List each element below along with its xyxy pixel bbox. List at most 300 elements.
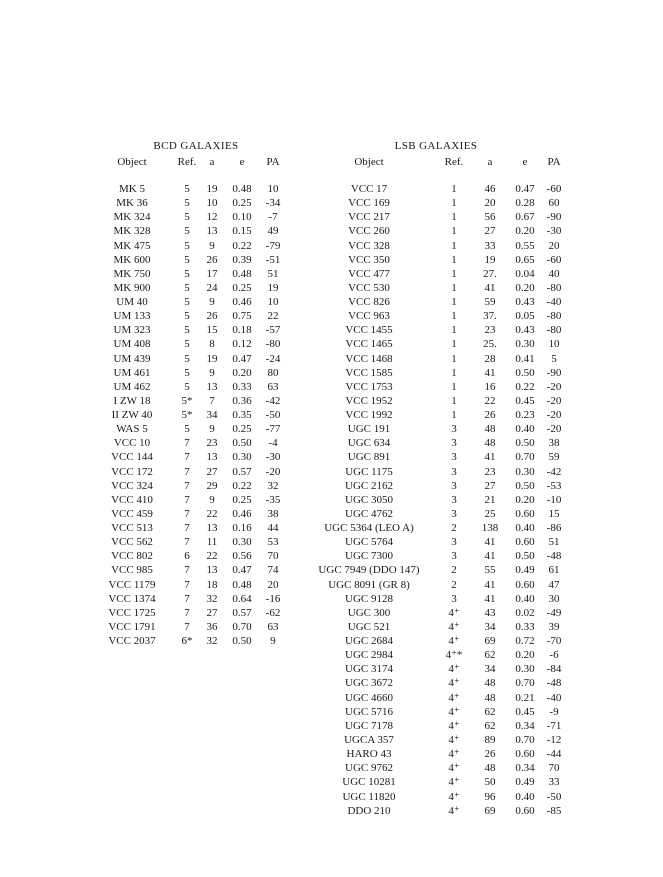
cell-e: 0.34: [515, 719, 535, 732]
table-row: [0, 338, 663, 352]
cell-e: 0.60: [515, 507, 535, 520]
cell-object: UGC 4762: [345, 507, 393, 520]
cell-pa: 49: [267, 225, 279, 238]
cell-ref: 5: [184, 324, 190, 337]
cell-pa: 22: [267, 310, 279, 323]
cell-a: 13: [206, 451, 218, 464]
cell-a: 41: [484, 578, 496, 591]
cell-a: 13: [206, 380, 218, 393]
cell-pa: 5: [551, 352, 557, 365]
cell-e: 0.16: [232, 522, 252, 535]
cell-e: 0.50: [232, 635, 252, 648]
cell-e: 0.25: [232, 423, 252, 436]
cell-pa: 38: [267, 507, 279, 520]
cell-ref: 5: [184, 183, 190, 195]
cell-object: UM 133: [113, 310, 151, 323]
cell-e: 0.50: [515, 366, 535, 379]
cell-a: 41: [484, 281, 496, 294]
table-row: [0, 677, 663, 691]
cell-a: 26: [206, 253, 218, 266]
cell-object: VCC 1952: [345, 394, 393, 407]
cell-pa: 33: [548, 776, 560, 789]
cell-object: UGC 5716: [345, 705, 393, 718]
table-row: [0, 480, 663, 494]
cell-ref: 1: [451, 183, 457, 195]
cell-e: 0.45: [515, 705, 535, 718]
cell-ref: 1: [451, 239, 457, 252]
cell-pa: -51: [265, 253, 281, 266]
column-header-object: Object: [354, 156, 384, 168]
cell-ref: 1: [451, 409, 457, 422]
cell-a: 55: [484, 564, 496, 577]
cell-object: UGC 5364 (LEO A): [324, 522, 414, 535]
table-row: [0, 805, 663, 819]
cell-pa: -57: [265, 324, 281, 337]
cell-ref: 7: [184, 493, 190, 506]
cell-pa: -20: [546, 409, 562, 422]
table-row: [0, 211, 663, 225]
cell-object: VCC 324: [111, 479, 153, 492]
cell-ref: 3: [451, 592, 457, 605]
cell-a: 69: [484, 804, 496, 817]
cell-object: VCC 350: [348, 253, 390, 266]
cell-object: VCC 2037: [108, 635, 156, 648]
cell-ref: 1: [451, 197, 457, 210]
cell-ref: 5: [184, 197, 190, 210]
cell-object: VCC 1179: [108, 578, 156, 591]
cell-ref: 1: [451, 366, 457, 379]
cell-a: 48: [484, 762, 496, 775]
table-row: [0, 692, 663, 706]
cell-ref: 3: [451, 451, 457, 464]
cell-e: 0.60: [515, 748, 535, 761]
cell-pa: 74: [267, 564, 279, 577]
cell-ref: 7: [184, 536, 190, 549]
cell-a: 138: [481, 522, 499, 535]
cell-pa: -70: [546, 635, 562, 648]
cell-pa: -85: [546, 804, 562, 817]
cell-e: 0.70: [515, 451, 535, 464]
cell-pa: -42: [546, 465, 562, 478]
column-header-e: e: [239, 156, 245, 168]
cell-pa: 30: [548, 592, 560, 605]
cell-e: 0.50: [515, 437, 535, 450]
cell-ref: 3: [451, 465, 457, 478]
lsb-table-title: LSB GALAXIES: [394, 140, 478, 152]
cell-object: MK 328: [113, 225, 151, 238]
cell-pa: -50: [265, 409, 281, 422]
cell-e: 0.47: [232, 564, 252, 577]
cell-e: 0.48: [232, 183, 252, 195]
cell-ref: 1: [451, 338, 457, 351]
cell-object: VCC 1468: [345, 352, 393, 365]
cell-a: 32: [206, 635, 218, 648]
cell-pa: -30: [546, 225, 562, 238]
cell-a: 19: [484, 253, 496, 266]
cell-e: 0.75: [232, 310, 252, 323]
cell-object: UGC 521: [347, 620, 391, 633]
table-row: [0, 183, 663, 197]
cell-object: II ZW 40: [111, 409, 153, 422]
table-row: [0, 409, 663, 423]
cell-ref: 5*: [181, 409, 193, 422]
cell-e: 0.36: [232, 394, 252, 407]
cell-e: 0.35: [232, 409, 252, 422]
column-header-pa: PA: [266, 156, 280, 168]
cell-object: UGC 3050: [345, 493, 393, 506]
cell-ref: 5: [184, 380, 190, 393]
cell-a: 89: [484, 733, 496, 746]
table-row: [0, 197, 663, 211]
cell-a: 7: [209, 394, 215, 407]
cell-object: VCC 1455: [345, 324, 393, 337]
cell-e: 0.40: [515, 592, 535, 605]
cell-object: VCC 328: [348, 239, 390, 252]
cell-a: 41: [484, 550, 496, 563]
table-row: [0, 564, 663, 578]
cell-ref: 1: [451, 352, 457, 365]
cell-ref: 7: [184, 606, 190, 619]
cell-ref: 5: [184, 338, 190, 351]
column-header-ref: Ref.: [177, 156, 197, 168]
cell-object: UGC 5764: [345, 536, 393, 549]
cell-ref: 4⁺: [448, 606, 460, 619]
table-row: [0, 423, 663, 437]
cell-object: UM 462: [113, 380, 151, 393]
table-row: [0, 720, 663, 734]
cell-pa: -10: [546, 493, 562, 506]
table-row: [0, 395, 663, 409]
table-row: [0, 268, 663, 282]
cell-a: 62: [484, 705, 496, 718]
cell-object: VCC 10: [113, 437, 151, 450]
cell-a: 41: [484, 592, 496, 605]
cell-e: 0.56: [232, 550, 252, 563]
cell-pa: 70: [267, 550, 279, 563]
cell-pa: 63: [267, 380, 279, 393]
column-header-a: a: [209, 156, 215, 168]
cell-a: 28: [484, 352, 496, 365]
cell-ref: 5: [184, 225, 190, 238]
cell-pa: -80: [546, 310, 562, 323]
cell-a: 23: [484, 324, 496, 337]
cell-ref: 5: [184, 366, 190, 379]
cell-a: 48: [484, 677, 496, 690]
cell-ref: 7: [184, 451, 190, 464]
cell-pa: 20: [548, 239, 560, 252]
cell-object: UGCA 357: [344, 733, 394, 746]
cell-e: 0.65: [515, 253, 535, 266]
cell-object: UGC 10281: [342, 776, 396, 789]
cell-e: 0.47: [232, 352, 252, 365]
cell-pa: -60: [546, 253, 562, 266]
cell-pa: -40: [546, 691, 562, 704]
cell-pa: -53: [546, 479, 562, 492]
cell-object: VCC 1753: [345, 380, 393, 393]
cell-object: VCC 963: [348, 310, 390, 323]
cell-a: 41: [484, 451, 496, 464]
cell-e: 0.49: [515, 564, 535, 577]
table-row: [0, 776, 663, 790]
cell-pa: -90: [546, 211, 562, 224]
cell-pa: 61: [548, 564, 560, 577]
cell-e: 0.05: [515, 310, 535, 323]
cell-e: 0.49: [515, 776, 535, 789]
cell-e: 0.46: [232, 507, 252, 520]
cell-pa: 10: [548, 338, 560, 351]
cell-ref: 5*: [181, 394, 193, 407]
cell-pa: 80: [267, 366, 279, 379]
cell-object: UM 461: [113, 366, 151, 379]
cell-a: 9: [209, 423, 215, 436]
table-row: [0, 254, 663, 268]
table-row: [0, 225, 663, 239]
table-row: [0, 451, 663, 465]
cell-ref: 4⁺: [448, 804, 460, 817]
cell-object: UGC 11820: [342, 790, 396, 803]
cell-pa: -79: [265, 239, 281, 252]
cell-e: 0.20: [515, 281, 535, 294]
cell-e: 0.33: [232, 380, 252, 393]
cell-e: 0.60: [515, 536, 535, 549]
cell-pa: 51: [548, 536, 560, 549]
cell-object: VCC 530: [348, 281, 390, 294]
cell-ref: 3: [451, 493, 457, 506]
cell-ref: 4⁺: [448, 620, 460, 633]
cell-object: UGC 7949 (DDO 147): [318, 564, 420, 577]
cell-ref: 5: [184, 267, 190, 280]
cell-a: 48: [484, 691, 496, 704]
cell-pa: 63: [267, 620, 279, 633]
cell-ref: 7: [184, 479, 190, 492]
cell-ref: 5: [184, 211, 190, 224]
cell-ref: 5: [184, 310, 190, 323]
cell-ref: 7: [184, 564, 190, 577]
cell-object: VCC 1791: [108, 620, 156, 633]
cell-pa: -34: [265, 197, 281, 210]
cell-ref: 3: [451, 550, 457, 563]
table-row: [0, 353, 663, 367]
cell-pa: -71: [546, 719, 562, 732]
cell-a: 27: [484, 225, 496, 238]
cell-pa: -20: [265, 465, 281, 478]
cell-ref: 4⁺: [448, 719, 460, 732]
cell-e: 0.46: [232, 296, 252, 309]
cell-object: HARO 43: [346, 748, 392, 761]
cell-pa: -77: [265, 423, 281, 436]
cell-pa: 39: [548, 620, 560, 633]
cell-a: 27: [484, 479, 496, 492]
cell-a: 36: [206, 620, 218, 633]
cell-object: UGC 4660: [345, 691, 393, 704]
cell-a: 41: [484, 536, 496, 549]
cell-ref: 4⁺*: [445, 649, 463, 662]
cell-a: 13: [206, 564, 218, 577]
cell-ref: 4⁺: [448, 776, 460, 789]
cell-e: 0.47: [515, 183, 535, 195]
cell-a: 25.: [483, 338, 497, 351]
cell-a: 69: [484, 635, 496, 648]
cell-a: 37.: [483, 310, 497, 323]
cell-e: 0.64: [232, 592, 252, 605]
table-row: [0, 282, 663, 296]
cell-a: 20: [484, 197, 496, 210]
cell-object: VCC 826: [348, 296, 390, 309]
table-row: [0, 381, 663, 395]
cell-a: 17: [206, 267, 218, 280]
cell-pa: -42: [265, 394, 281, 407]
cell-ref: 7: [184, 620, 190, 633]
cell-ref: 7: [184, 465, 190, 478]
cell-e: 0.12: [232, 338, 252, 351]
cell-e: 0.23: [515, 409, 535, 422]
cell-a: 10: [206, 197, 218, 210]
bcd-table-title: BCD GALAXIES: [153, 140, 239, 152]
cell-a: 46: [484, 183, 496, 195]
cell-ref: 7: [184, 578, 190, 591]
table-row: [0, 762, 663, 776]
cell-object: VCC 1725: [108, 606, 156, 619]
cell-e: 0.45: [515, 394, 535, 407]
cell-ref: 1: [451, 211, 457, 224]
cell-object: VCC 477: [348, 267, 390, 280]
cell-ref: 1: [451, 394, 457, 407]
cell-e: 0.50: [515, 479, 535, 492]
cell-ref: 2: [451, 522, 457, 535]
cell-pa: -80: [546, 324, 562, 337]
table-row: [0, 522, 663, 536]
cell-a: 96: [484, 790, 496, 803]
cell-pa: -90: [546, 366, 562, 379]
cell-a: 13: [206, 522, 218, 535]
cell-a: 62: [484, 649, 496, 662]
cell-ref: 4⁺: [448, 705, 460, 718]
cell-ref: 4⁺: [448, 790, 460, 803]
cell-e: 0.40: [515, 522, 535, 535]
cell-pa: -16: [265, 592, 281, 605]
cell-a: 33: [484, 239, 496, 252]
cell-a: 18: [206, 578, 218, 591]
cell-pa: -50: [546, 790, 562, 803]
cell-ref: 7: [184, 437, 190, 450]
cell-pa: -80: [265, 338, 281, 351]
table-row: [0, 508, 663, 522]
cell-pa: 44: [267, 522, 279, 535]
cell-e: 0.22: [515, 380, 535, 393]
cell-e: 0.30: [232, 536, 252, 549]
cell-e: 0.48: [232, 578, 252, 591]
cell-a: 25: [484, 507, 496, 520]
cell-ref: 5: [184, 423, 190, 436]
cell-object: VCC 459: [111, 507, 153, 520]
cell-a: 19: [206, 183, 218, 195]
cell-object: VCC 802: [111, 550, 153, 563]
cell-pa: 59: [548, 451, 560, 464]
table-row: [0, 240, 663, 254]
cell-pa: -20: [546, 380, 562, 393]
cell-a: 34: [484, 663, 496, 676]
column-header-a: a: [487, 156, 493, 168]
cell-pa: 20: [267, 578, 279, 591]
cell-pa: 19: [267, 281, 279, 294]
cell-object: VCC 260: [348, 225, 390, 238]
cell-object: UGC 3672: [345, 677, 393, 690]
cell-ref: 1: [451, 225, 457, 238]
column-header-ref: Ref.: [444, 156, 464, 168]
table-row: [0, 579, 663, 593]
table-row: [0, 367, 663, 381]
cell-pa: -49: [546, 606, 562, 619]
cell-pa: 53: [267, 536, 279, 549]
cell-ref: 3: [451, 507, 457, 520]
cell-a: 59: [484, 296, 496, 309]
table-row: [0, 791, 663, 805]
cell-object: MK 324: [113, 211, 151, 224]
cell-e: 0.60: [515, 804, 535, 817]
cell-ref: 1: [451, 324, 457, 337]
cell-e: 0.30: [515, 465, 535, 478]
column-header-e: e: [522, 156, 528, 168]
cell-object: VCC 169: [348, 197, 390, 210]
cell-a: 23: [206, 437, 218, 450]
cell-a: 34: [484, 620, 496, 633]
cell-e: 0.30: [515, 338, 535, 351]
cell-a: 50: [484, 776, 496, 789]
cell-e: 0.39: [232, 253, 252, 266]
cell-ref: 5: [184, 239, 190, 252]
cell-e: 0.21: [515, 691, 535, 704]
cell-object: VCC 17: [350, 183, 388, 195]
cell-object: UGC 7300: [345, 550, 393, 563]
cell-a: 27: [206, 606, 218, 619]
cell-object: VCC 144: [111, 451, 153, 464]
cell-e: 0.22: [232, 239, 252, 252]
cell-e: 0.28: [515, 197, 535, 210]
cell-a: 22: [484, 394, 496, 407]
cell-e: 0.33: [515, 620, 535, 633]
cell-object: VCC 217: [348, 211, 390, 224]
cell-e: 0.20: [515, 225, 535, 238]
cell-e: 0.55: [515, 239, 535, 252]
table-row: [0, 607, 663, 621]
cell-ref: 4⁺: [448, 677, 460, 690]
cell-ref: 5: [184, 253, 190, 266]
cell-a: 34: [206, 409, 218, 422]
cell-object: UM 323: [113, 324, 151, 337]
cell-e: 0.70: [232, 620, 252, 633]
table-row: [0, 635, 663, 649]
cell-a: 29: [206, 479, 218, 492]
cell-pa: -12: [546, 733, 562, 746]
cell-object: VCC 1992: [345, 409, 393, 422]
cell-pa: -6: [549, 649, 559, 662]
cell-e: 0.48: [232, 267, 252, 280]
table-row: [0, 663, 663, 677]
cell-e: 0.40: [515, 790, 535, 803]
cell-a: 62: [484, 719, 496, 732]
cell-pa: -86: [546, 522, 562, 535]
cell-pa: -40: [546, 296, 562, 309]
table-row: [0, 706, 663, 720]
table-row: [0, 649, 663, 663]
cell-object: UGC 300: [347, 606, 391, 619]
cell-object: UGC 634: [347, 437, 391, 450]
cell-ref: 6*: [181, 635, 193, 648]
cell-pa: 15: [548, 507, 560, 520]
cell-e: 0.43: [515, 296, 535, 309]
cell-ref: 6: [184, 550, 190, 563]
cell-pa: 9: [270, 635, 276, 648]
